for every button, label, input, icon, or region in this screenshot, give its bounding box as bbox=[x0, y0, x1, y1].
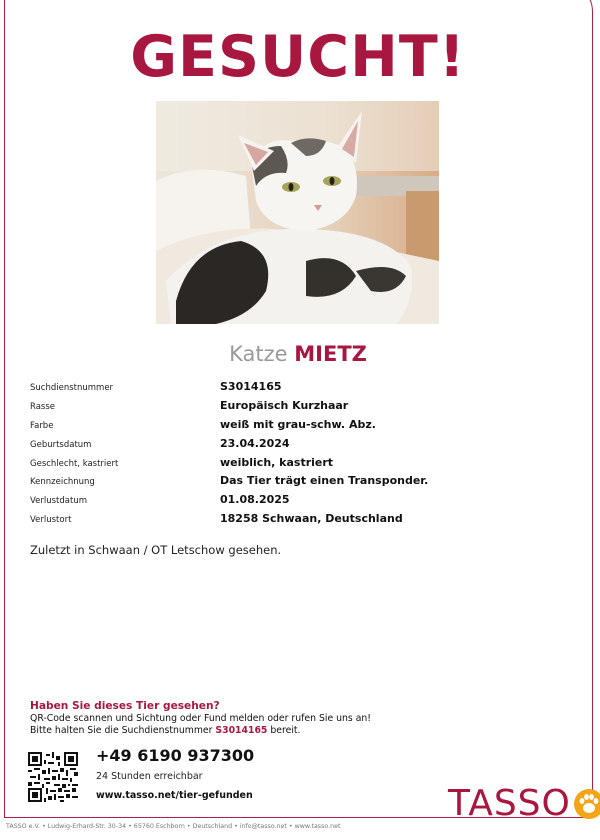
details-table bbox=[30, 380, 570, 531]
cta-line-1: QR-Code scannen und Sichtung oder Fund melden oder rufen Sie uns an! bbox=[30, 713, 372, 724]
detail-row bbox=[30, 418, 570, 437]
detail-row bbox=[30, 512, 570, 531]
detail-label: Suchdienstnummer bbox=[30, 383, 114, 393]
detail-row bbox=[30, 493, 570, 512]
detail-label: Farbe bbox=[30, 420, 54, 431]
paw-icon bbox=[573, 788, 600, 820]
detail-row bbox=[30, 474, 570, 493]
detail-row bbox=[30, 456, 570, 475]
cta-search-number: S3014165 bbox=[215, 725, 268, 736]
detail-value: weiblich, kastriert bbox=[220, 455, 334, 469]
tasso-logo bbox=[448, 782, 600, 826]
detail-label: Verlustdatum bbox=[30, 496, 87, 507]
pet-species: Katze bbox=[229, 342, 288, 366]
detail-row bbox=[30, 380, 570, 399]
detail-label: Kennzeichnung bbox=[30, 477, 95, 488]
pet-name-line bbox=[0, 340, 596, 368]
detail-label: Geburtsdatum bbox=[30, 439, 92, 450]
call-to-action bbox=[30, 700, 550, 737]
detail-value: Europäisch Kurzhaar bbox=[220, 398, 349, 412]
qr-code-icon[interactable] bbox=[28, 752, 78, 802]
phone-number[interactable]: +49 6190 937300 bbox=[96, 746, 255, 765]
detail-label: Rasse bbox=[30, 401, 56, 412]
tasso-logo-text: TASSO bbox=[448, 783, 571, 824]
cta-line-2-suffix: bereit. bbox=[267, 725, 301, 736]
detail-value: Das Tier trägt einen Transponder. bbox=[220, 474, 429, 488]
last-seen-note: Zuletzt in Schwaan / OT Letschow gesehen. bbox=[30, 543, 282, 557]
detail-value: 23.04.2024 bbox=[220, 436, 290, 450]
cat-photo bbox=[156, 101, 439, 324]
cta-line-2 bbox=[30, 725, 550, 737]
detail-value: weiß mit grau-schw. Abz. bbox=[220, 417, 376, 431]
availability-text: 24 Stunden erreichbar bbox=[96, 771, 203, 782]
poster-title: GESUCHT! bbox=[130, 24, 466, 90]
footer-address: TASSO e.V. • Ludwig-Erhard-Str. 30-34 • 65760 Eschborn • Deutschland • info@tasso.net • www.tasso.net bbox=[6, 823, 341, 830]
detail-value: 01.08.2025 bbox=[220, 493, 290, 507]
report-url-link[interactable]: www.tasso.net/tier-gefunden bbox=[96, 790, 253, 801]
contact-block bbox=[96, 745, 254, 801]
detail-label: Geschlecht, kastriert bbox=[30, 458, 119, 469]
detail-value: 18258 Schwaan, Deutschland bbox=[220, 512, 403, 526]
pet-name: MIETZ bbox=[294, 342, 367, 366]
detail-label: Verlustort bbox=[30, 515, 72, 526]
cta-heading: Haben Sie dieses Tier gesehen? bbox=[30, 700, 220, 712]
detail-row bbox=[30, 399, 570, 418]
detail-row bbox=[30, 437, 570, 456]
cta-line-2-prefix: Bitte halten Sie die Suchdienstnummer bbox=[30, 725, 216, 736]
detail-value: S3014165 bbox=[220, 380, 282, 393]
